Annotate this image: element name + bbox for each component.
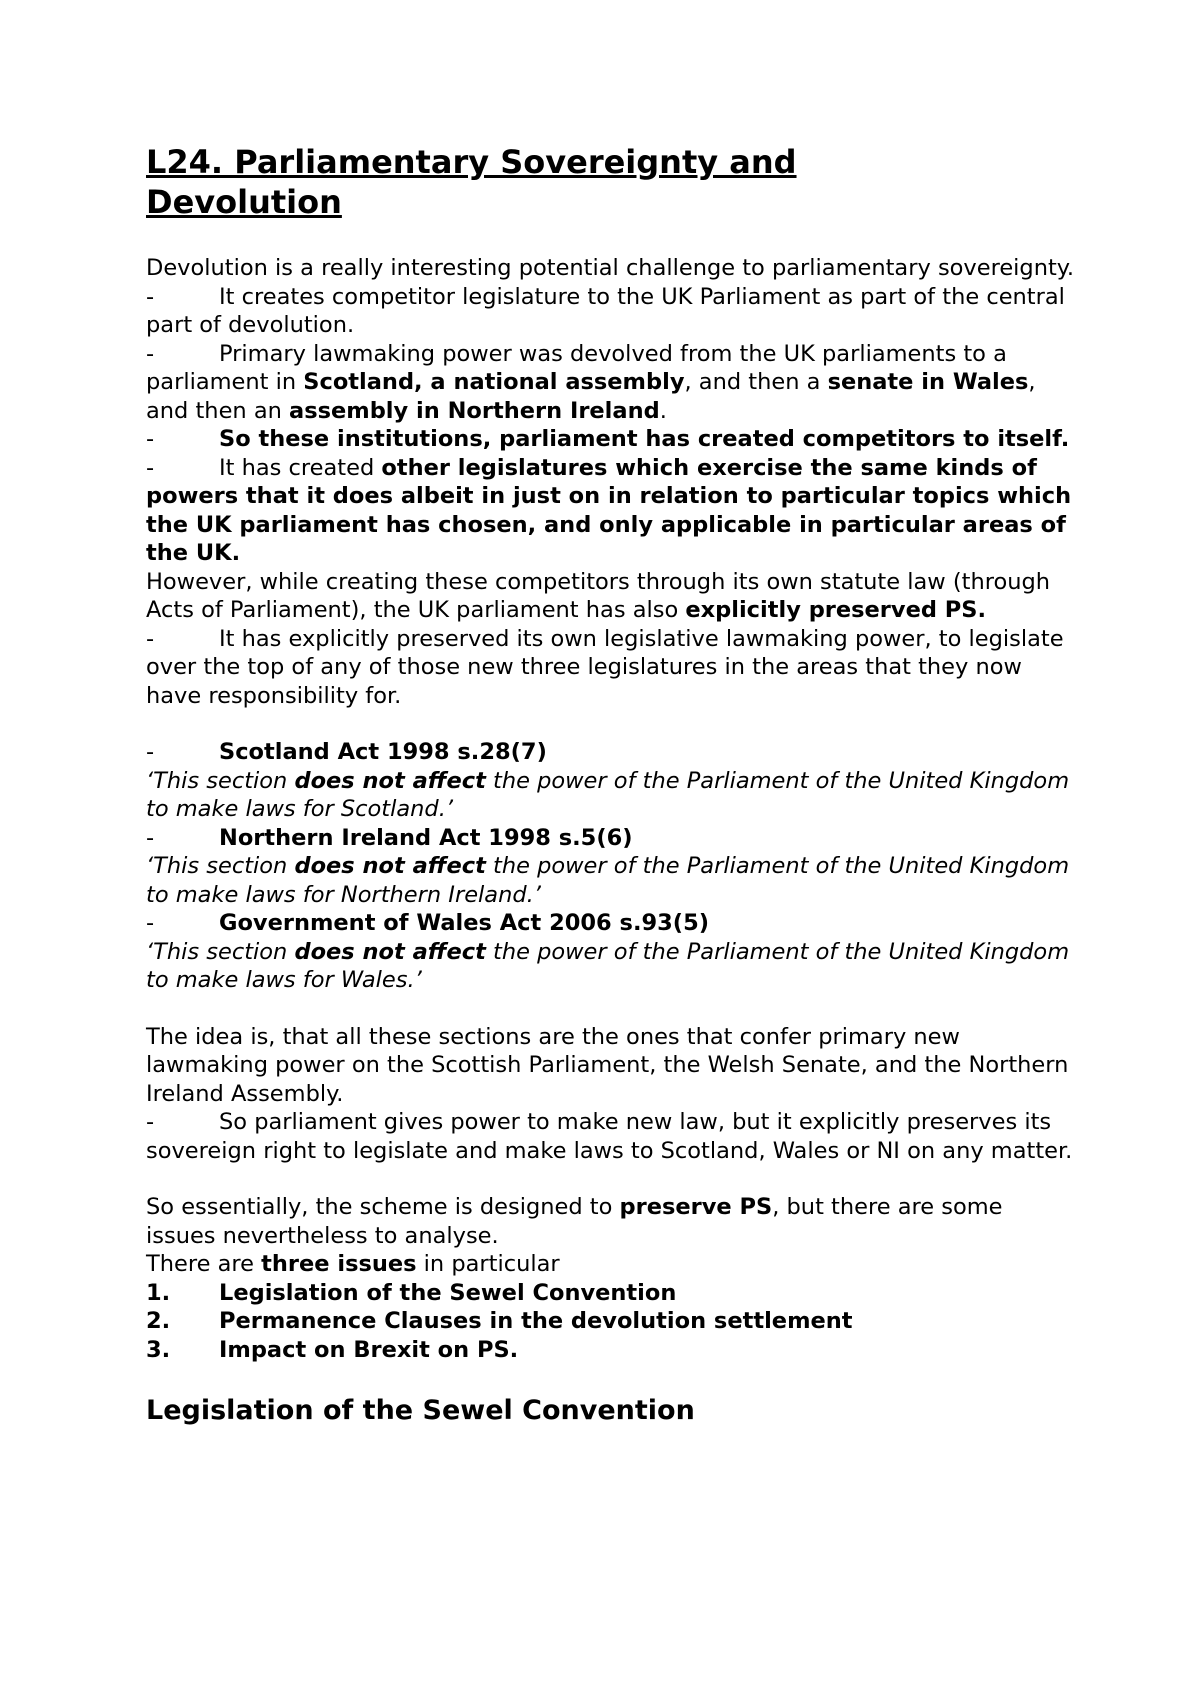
bullet-preserved-power: - It has explicitly preserved its own legislative lawmaking power, to legislate over the top of any of those new three legislatures in the areas that they now have responsibility for. [146, 625, 1064, 709]
dash-marker: - [146, 454, 155, 481]
bullet-gives-power: - So parliament gives power to make new law, but it explicitly preserves its sovereign right to legislate and make laws to Scotland, Wales or NI on any matter. [146, 1109, 1073, 1164]
paragraph-the-idea: The idea is, that all these sections are the ones that confer primary new lawmaking power on the Scottish Parliament, the Welsh Senate, and the Northern Ireland Assembly. [146, 1023, 1069, 1107]
document-body [146, 142, 1076, 1428]
dash-marker: - [146, 340, 155, 367]
dash-marker: - [146, 426, 155, 452]
dash-marker: - [146, 1109, 155, 1135]
section-heading-sewel: Legislation of the Sewel Convention [146, 1395, 695, 1426]
act-heading-northern-ireland: - Northern Ireland Act 1998 s.5(6) [146, 824, 633, 851]
dash-marker: - [146, 739, 155, 765]
paragraph-three-issues: There are three issues in particular [146, 1251, 560, 1277]
dash-marker: - [146, 824, 155, 851]
paragraph-however: However, while creating these competitors through its own statute law (through Acts of Parliament), the UK parliament has also explicitly preserved PS. [146, 568, 1051, 623]
bullet-primary-power: - Primary lawmaking power was devolved from the UK parliaments to a parliament in Scotland, a national assembly, and then a senate in Wales, and then an assembly in Northern Ireland. [146, 340, 1036, 424]
issue-item-1: 1. Legislation of the Sewel Convention [146, 1279, 677, 1306]
bullet-other-legislatures: - It has created other legislatures which exercise the same kinds of powers that it does albeit in just on in relation to particular topics which the UK parliament has chosen, and only applicable in particular areas of the UK. [146, 454, 1072, 566]
act-quote-scotland: ‘This section does not affect the power of the Parliament of the United Kingdom to make laws for Scotland.’ [146, 767, 1070, 822]
issue-item-3: 3. Impact on Brexit on PS. [146, 1336, 519, 1363]
bullet-institutions: - So these institutions, parliament has created competitors to itself. [146, 426, 1070, 452]
dash-marker: - [146, 283, 155, 310]
act-quote-wales: ‘This section does not affect the power of the Parliament of the United Kingdom to make laws for Wales.’ [146, 938, 1070, 993]
act-heading-wales: - Government of Wales Act 2006 s.93(5) [146, 910, 710, 936]
act-quote-northern-ireland: ‘This section does not affect the power of the Parliament of the United Kingdom to make laws for Northern Ireland.’ [146, 853, 1070, 908]
bullet-competitor: - It creates competitor legislature to the UK Parliament as part of the central part of devolution. [146, 283, 1065, 338]
issue-item-2: 2. Permanence Clauses in the devolution settlement [146, 1308, 853, 1334]
dash-marker: - [146, 625, 155, 652]
paragraph-essentially: So essentially, the scheme is designed to preserve PS, but there are some issues nevertheless to analyse. [146, 1194, 1003, 1249]
dash-marker: - [146, 910, 155, 936]
page-title: L24. Parliamentary Sovereignty and Devolution [146, 143, 797, 221]
act-heading-scotland: - Scotland Act 1998 s.28(7) [146, 739, 547, 765]
intro-paragraph: Devolution is a really interesting potential challenge to parliamentary sovereignty. [146, 255, 1075, 281]
